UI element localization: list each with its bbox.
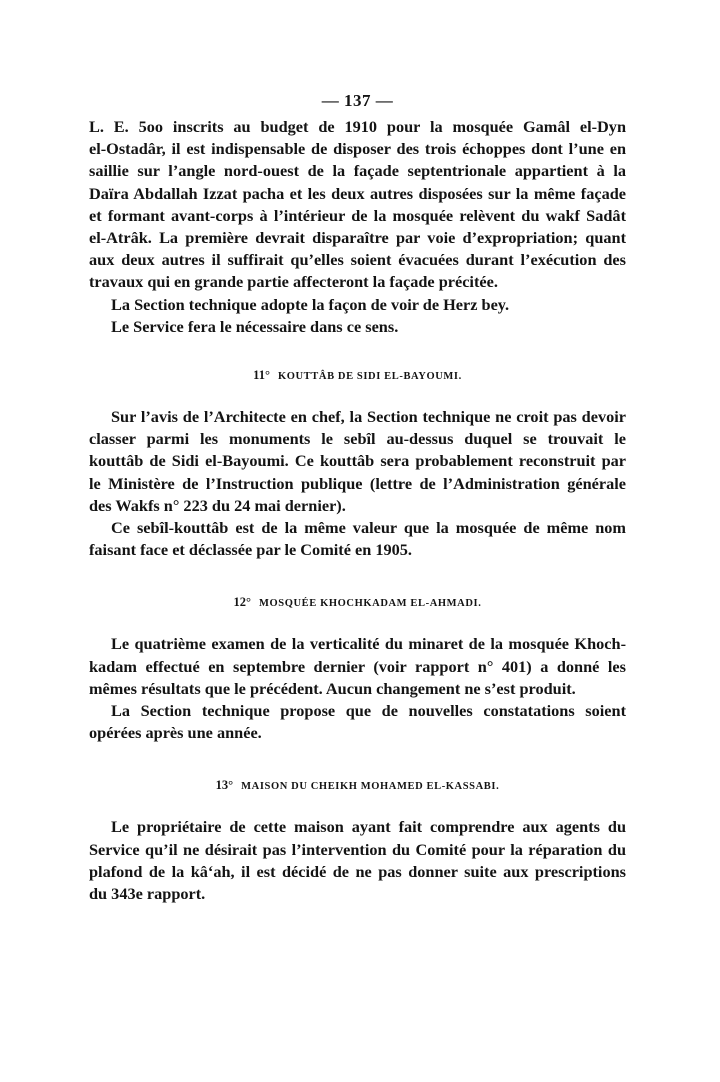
section-11-paragraph-2	[89, 517, 626, 561]
text-line: Daïra Abdallah Izzat pacha et les deux autres disposées sur la même façade	[89, 183, 626, 203]
page-number: — 137 —	[321, 91, 394, 110]
text-line: saillie sur l’angle nord-ouest de la façade septentrionale appartient à la	[89, 161, 626, 181]
service-paragraph	[89, 316, 626, 338]
section-13-paragraph-1	[89, 816, 626, 905]
text-line: La Section technique propose que de nouvelles constatations soient	[111, 701, 626, 721]
text-line: des Wakfs n° 223 du 24 mai dernier).	[89, 495, 346, 515]
section-title: MOSQUÉE KHOCHKADAM EL-AHMADI.	[259, 598, 482, 610]
text-line: et formant avant-corps à l’intérieur de la mosquée relèvent du wakf Sadât	[89, 205, 626, 225]
text-line: travaux qui en grande partie affecteront la façade précitée.	[89, 272, 498, 292]
text-line: opérées après une année.	[89, 723, 262, 743]
text-line: mêmes résultats que le précédent. Aucun changement ne s’est produit.	[89, 678, 576, 698]
text-line: Le propriétaire de cette maison ayant fait comprendre aux agents du	[111, 817, 626, 837]
text-line: kouttâb de Sidi el-Bayoumi. Ce kouttâb sera probablement reconstruit par	[89, 451, 626, 471]
text-line: Service qu’il ne désirait pas l’intervention du Comité pour la réparation du	[89, 839, 626, 859]
section-12-paragraph-2	[89, 700, 626, 744]
text-line: classer parmi les monuments le sebîl au-dessus duquel se trouvait le	[89, 429, 626, 449]
section-title: MAISON DU CHEIKH MOHAMED EL-KASSABI.	[241, 781, 500, 793]
book-page	[89, 88, 626, 905]
section-12-paragraph-1	[89, 633, 626, 700]
text-line: faisant face et déclassée par le Comité en 1905.	[89, 540, 412, 560]
text-line: du 343e rapport.	[89, 884, 206, 904]
intro-paragraph	[89, 116, 626, 294]
section-11-paragraph-1	[89, 406, 626, 517]
text-line: el-Ostadâr, il est indispensable de disposer des trois échoppes dont l’une en	[89, 139, 626, 159]
text-line: Sur l’avis de l’Architecte en chef, la Section technique ne croit pas devoir	[111, 407, 626, 427]
text-line: Ce sebîl-kouttâb est de la même valeur que la mosquée de même nom	[111, 518, 626, 538]
section-heading-12	[89, 591, 626, 613]
section-number: 11°	[253, 368, 270, 383]
text-line: le Ministère de l’Instruction publique (lettre de l’Administration générale	[89, 473, 626, 493]
text-line: Le Service fera le nécessaire dans ce sens.	[111, 316, 399, 336]
text-line: Le quatrième examen de la verticalité du minaret de la mosquée Khoch-	[111, 634, 626, 654]
decision-paragraph	[89, 294, 626, 316]
text-line: el-Atrâk. La première devrait disparaître par voie d’expropriation; quant	[89, 228, 626, 248]
text-line: La Section technique adopte la façon de voir de Herz bey.	[111, 294, 510, 314]
text-line: kadam effectué en septembre dernier (voir rapport n° 401) a donné les	[89, 656, 626, 676]
text-line: aux deux autres il suffirait qu’elles soient évacuées durant l’exécution des	[89, 250, 626, 270]
section-number: 12°	[233, 595, 252, 610]
section-heading-11	[89, 364, 626, 386]
text-line: plafond de la kâ‘ah, il est décidé de ne pas donner suite aux prescriptions	[89, 861, 626, 881]
section-heading-13	[89, 774, 626, 796]
section-number: 13°	[215, 778, 234, 793]
text-line: L. E. 5oo inscrits au budget de 1910 pour la mosquée Gamâl el-Dyn	[89, 117, 626, 136]
section-title: KOUTTÂB DE SIDI EL-BAYOUMI.	[277, 371, 462, 383]
